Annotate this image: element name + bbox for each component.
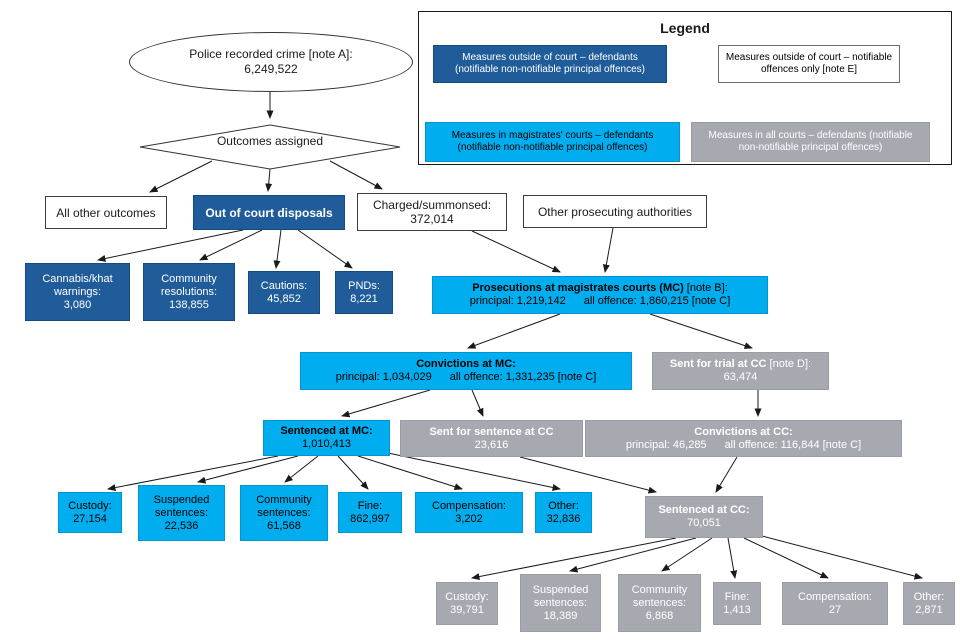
node-label: Sent for trial at CC [note D]: — [669, 358, 812, 370]
node-label: Other: — [913, 590, 945, 603]
node-all-other-outcomes — [45, 196, 167, 229]
node-label: Community sentences: — [256, 493, 312, 519]
node-mc-compensation — [415, 492, 523, 533]
legend — [418, 11, 952, 165]
node-label: Suspended sentences: — [153, 493, 210, 519]
node-value: 3,080 — [63, 298, 92, 311]
node-label: Other prosecuting authorities — [537, 204, 693, 219]
node-cc-fine — [713, 582, 761, 625]
node-label: Other: — [548, 499, 579, 512]
node-cc-custody — [436, 582, 498, 625]
node-label: Prosecutions at magistrates courts (MC) [note B]: — [472, 282, 728, 294]
legend-title: Legend — [660, 20, 710, 36]
node-sent-for-trial-at-cc — [652, 352, 829, 390]
node-value: 372,014 — [410, 212, 454, 226]
node-mc-fine — [338, 492, 402, 533]
node-value: 8,221 — [350, 292, 378, 305]
legend-item-all-courts: Measures in all courts – defendants (notifiable non-notifiable principal offences) — [691, 122, 930, 162]
node-label: Convictions at MC: — [416, 358, 516, 370]
node-label: All other outcomes — [56, 205, 156, 220]
node-value: 1,010,413 — [302, 438, 351, 450]
node-convictions-at-mc — [300, 352, 632, 390]
node-values: principal: 1,219,142 all offence: 1,860,215 [note C] — [469, 295, 731, 307]
node-prosecutions-at-mc — [432, 276, 768, 314]
node-label: Police recorded crime [note A]: — [189, 47, 353, 61]
node-label: Suspended sentences: — [532, 583, 589, 609]
node-outcomes-assigned: Outcomes assigned — [216, 134, 324, 148]
node-cc-community-sentences — [618, 574, 701, 632]
node-value: 27 — [828, 603, 842, 616]
node-cc-compensation — [782, 582, 888, 625]
node-pnds — [335, 271, 393, 314]
node-cautions — [248, 271, 320, 314]
node-sent-for-sentence-at-cc — [400, 420, 583, 457]
node-value: 39,791 — [450, 603, 484, 616]
node-mc-community-sentences — [240, 485, 328, 541]
node-label: Custody: — [445, 590, 489, 603]
node-cc-other — [903, 582, 955, 625]
node-label: Community resolutions: — [160, 272, 218, 298]
node-police-recorded-crime — [129, 32, 413, 92]
node-value: 23,616 — [474, 438, 509, 451]
node-charged-summonsed — [357, 193, 507, 231]
node-value: 6,868 — [645, 609, 674, 622]
node-label: Compensation: — [432, 499, 506, 512]
node-label: Custody: — [68, 499, 112, 512]
node-value: 18,389 — [543, 609, 578, 622]
node-other-prosecuting-authorities — [523, 195, 707, 228]
node-values: principal: 46,285 all offence: 116,844 [note C] — [625, 438, 862, 451]
node-mc-other — [535, 492, 592, 533]
node-cc-suspended-sentences — [520, 574, 601, 632]
legend-item-outside-court-notifiable: Measures outside of court – notifiable offences only [note E] — [718, 45, 900, 83]
node-sentenced-at-cc — [645, 496, 763, 538]
legend-item-magistrates-courts: Measures in magistrates' courts – defendants (notifiable non-notifiable principal offences) — [425, 122, 680, 162]
node-label: Fine: — [724, 590, 750, 603]
node-value: 138,855 — [169, 298, 209, 311]
node-mc-custody — [58, 492, 122, 533]
node-value: 862,997 — [350, 512, 390, 525]
node-label: Sentenced at MC: — [280, 425, 373, 437]
node-label: Cautions: — [260, 279, 308, 292]
node-value: 61,568 — [267, 519, 301, 532]
node-value: 45,852 — [267, 292, 301, 305]
node-label: Convictions at CC: — [694, 425, 793, 438]
node-label: Charged/summonsed: — [372, 198, 492, 212]
node-value: 27,154 — [73, 512, 107, 525]
node-out-of-court-disposals — [193, 195, 345, 230]
node-label: Sent for sentence at CC — [429, 425, 554, 438]
node-value: 3,202 — [455, 512, 483, 525]
node-cannabis-khat-warnings — [25, 263, 130, 321]
node-value: 2,871 — [915, 603, 943, 616]
node-value: 1,413 — [723, 603, 751, 616]
node-label: PNDs: — [348, 279, 380, 292]
node-value: 70,051 — [687, 517, 721, 529]
node-label: Compensation: — [798, 590, 872, 603]
node-community-resolutions — [143, 263, 235, 321]
node-value: 6,249,522 — [244, 62, 298, 76]
node-values: principal: 1,034,029 all offence: 1,331,235 [note C] — [335, 371, 597, 383]
node-label: Out of court disposals — [205, 205, 333, 220]
node-label: Fine: — [357, 499, 383, 512]
node-label: Community sentences: — [631, 583, 688, 609]
node-value: 32,836 — [546, 512, 581, 525]
node-value: 63,474 — [723, 371, 758, 383]
node-label: Cannabis/khat warnings: — [42, 272, 113, 298]
node-mc-suspended-sentences — [138, 485, 225, 541]
legend-item-outside-court-defendants: Measures outside of court – defendants (notifiable non-notifiable principal offences) — [433, 45, 667, 83]
node-label: Sentenced at CC: — [658, 504, 750, 516]
node-value: 22,536 — [164, 519, 199, 532]
node-sentenced-at-mc — [263, 420, 390, 456]
node-convictions-at-cc — [585, 420, 902, 457]
